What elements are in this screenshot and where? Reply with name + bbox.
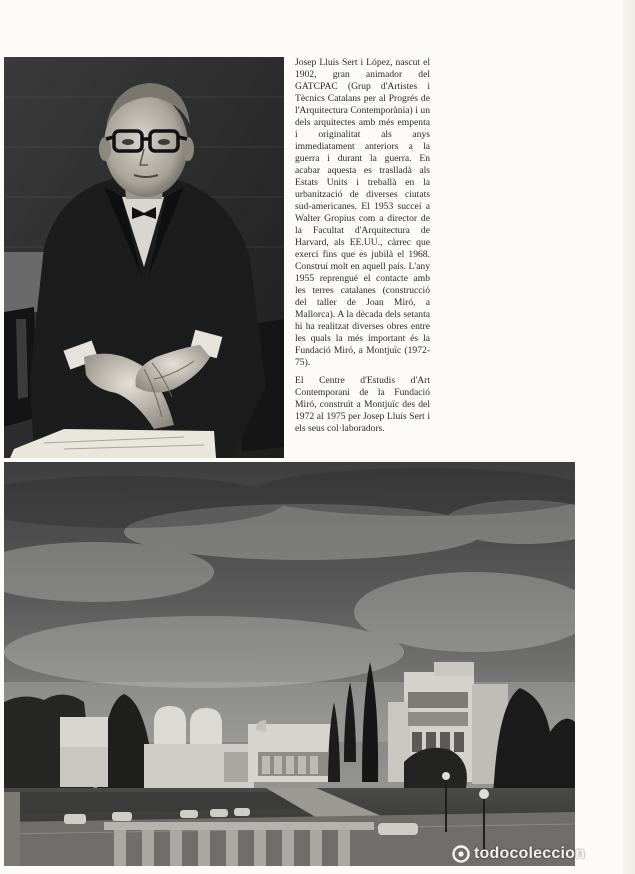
portrait-photo-sert	[4, 57, 284, 458]
page-edge-shadow	[623, 0, 635, 874]
caption-building-paragraph: El Centre d'Estudis d'Art Contemporani de la Fundació Miró, construït a Montjuïc des del 1972 al 1975 per Josep Lluís Sert i els seus col·laboradors.	[295, 375, 430, 434]
todocoleccion-logo-icon	[452, 845, 470, 863]
caption-text-column	[295, 57, 430, 441]
building-photo-fundacio-miro	[4, 462, 575, 866]
watermark-text: todocoleccion	[474, 845, 586, 862]
caption-biography-paragraph: Josep Lluís Sert i López, nascut el 1902, gran animador del GATCPAC (Grup d'Artistes i Tècnics Catalans per al Progrés de l'Arquitectura Contemporània) i un dels arquitectes amb més empenta i originalitat als anys immediatament anteriors a la guerra i durant la guerra. En acabar aquesta es traslladà als Estats Units i treballà en la urbanització de diverses ciutats sud-americanes. El 1953 succeí a Walter Gropius com a director de la Facultat d'Arquitectura de Harvard, als EE.UU., càrrec que exercí fins que es jubilà el 1968. Construí molt en aquell país. L'any 1955 reprengué el contacte amb les terres catalanes (construcció del taller de Joan Miró, a Mallorca). A la dècada dels setanta hi ha realitzat diverses obres entre les quals la més important és la Fundació Miró, a Montjuïc (1972-75).	[295, 57, 430, 368]
todocoleccion-watermark	[452, 841, 624, 867]
